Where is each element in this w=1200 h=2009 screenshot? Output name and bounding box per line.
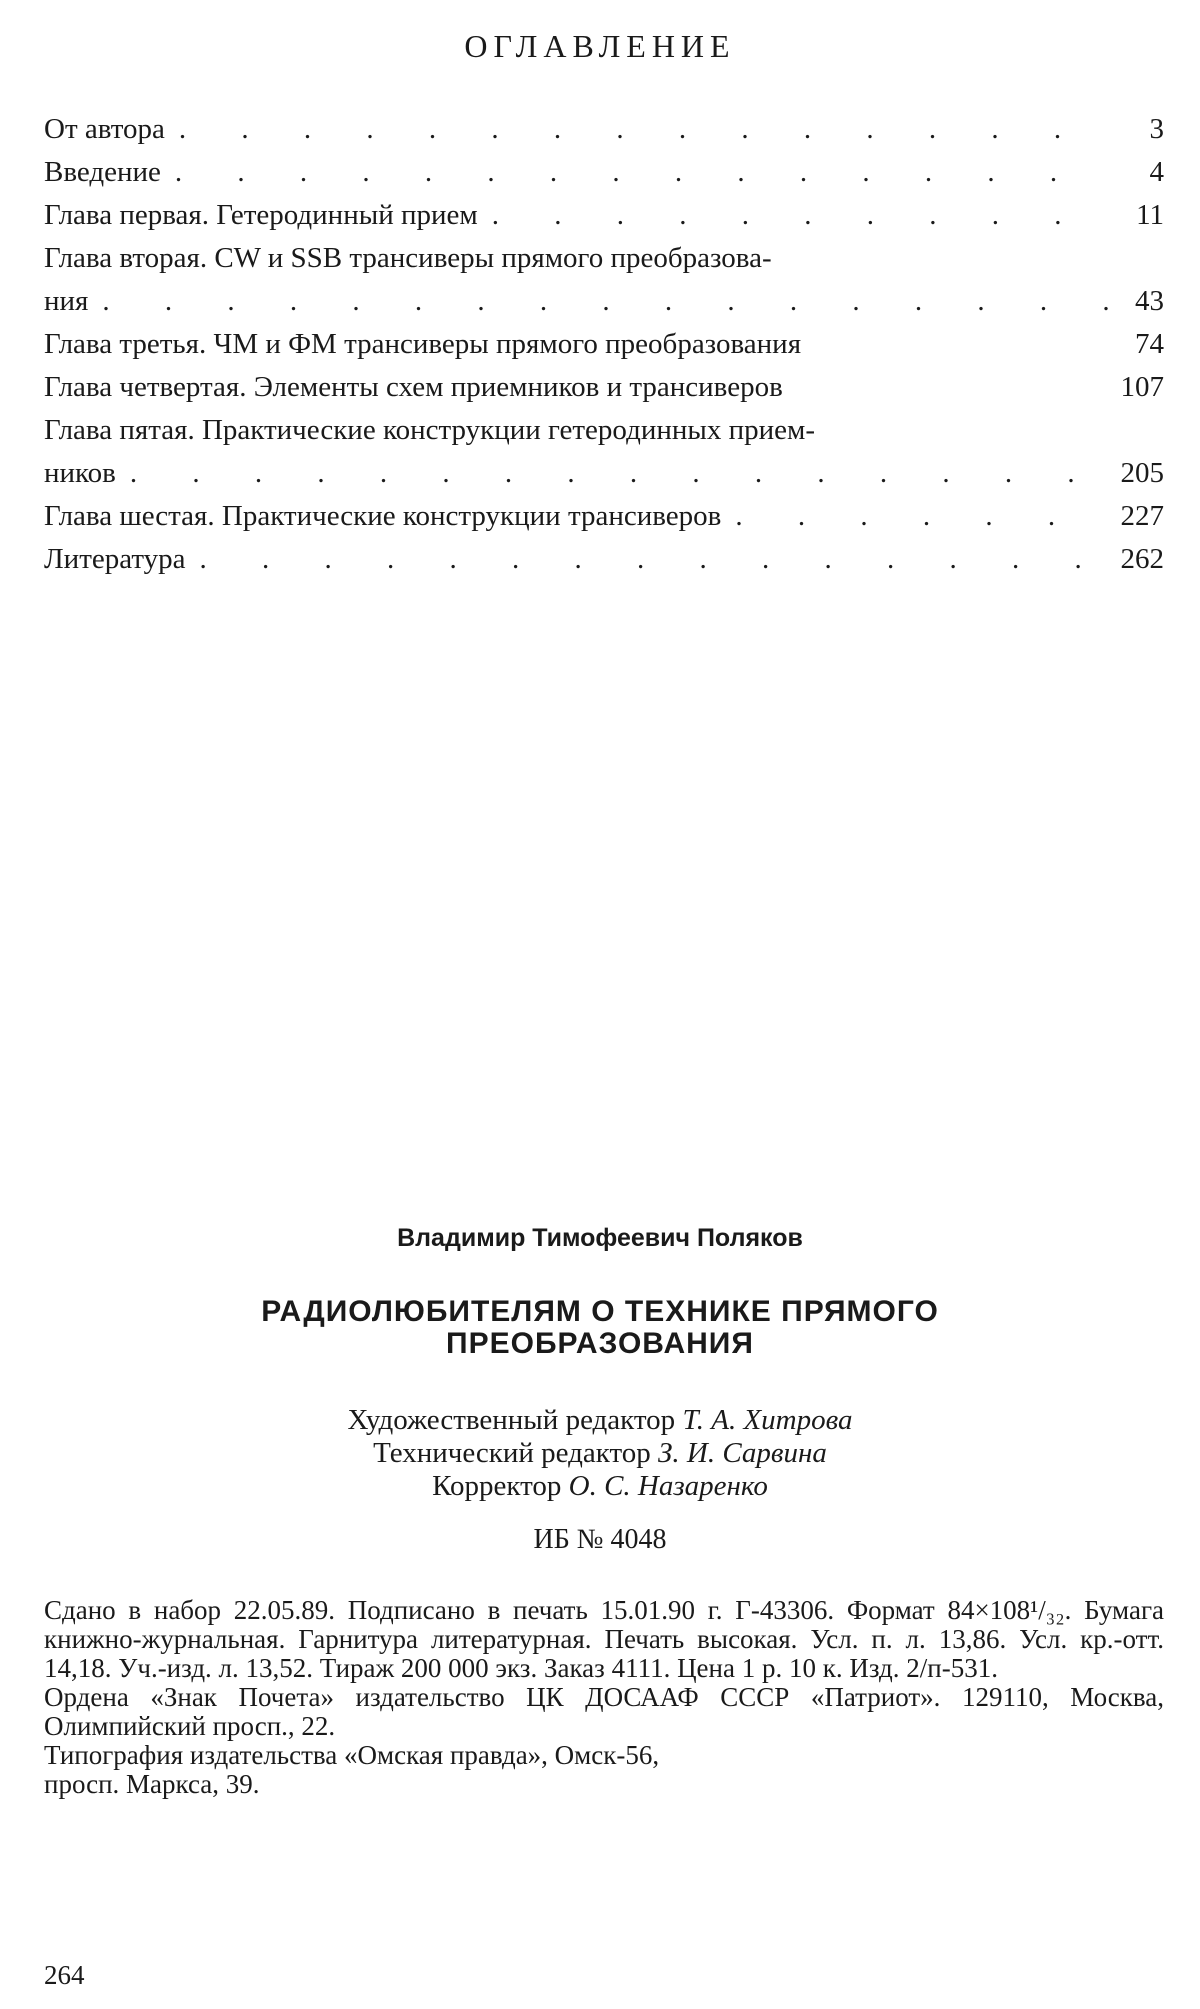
- toc-dot-leader: [175, 151, 1110, 194]
- toc-entry-title: От автора: [44, 113, 165, 145]
- toc-entry[interactable]: [44, 194, 1164, 237]
- toc-entry-page: 262: [1120, 543, 1164, 575]
- imprint-paragraph: Ордена «Знак Почета» издательство ЦК ДОСААФ СССР «Патриот». 129110, Москва, Олимпийский просп., 22.: [44, 1682, 1164, 1741]
- toc-entry-page: 43: [1135, 285, 1164, 317]
- toc-entry[interactable]: [44, 108, 1164, 151]
- toc-dot-leader: [179, 108, 1110, 151]
- toc-entry-title: Глава шестая. Практические конструкции трансиверов: [44, 500, 722, 532]
- credit-line: [0, 1470, 1200, 1503]
- toc-entry-title: Глава вторая. CW и SSB трансиверы прямого преобразова-: [44, 242, 772, 274]
- credit-role: Корректор: [432, 1470, 562, 1502]
- toc-dot-leader: [130, 452, 1107, 495]
- book-title: [0, 1296, 1200, 1360]
- imprint-paragraph: Типография издательства «Омская правда», Омск-56,: [44, 1740, 660, 1770]
- toc-entry[interactable]: [44, 237, 1164, 323]
- toc-entry-page: 3: [1149, 113, 1164, 145]
- toc-entry-page: 205: [1120, 457, 1164, 489]
- page-number: 264: [44, 1960, 85, 1990]
- toc-dot-leader: [200, 538, 1107, 581]
- toc-dot-leader: [492, 194, 1110, 237]
- book-title-line: РАДИОЛЮБИТЕЛЯМ О ТЕХНИКЕ ПРЯМОГО: [261, 1295, 939, 1328]
- author-name: Владимир Тимофеевич Поляков: [397, 1224, 803, 1252]
- credit-person: З. И. Сарвина: [658, 1437, 827, 1469]
- toc-entry-title: Введение: [44, 156, 161, 188]
- ib-number: ИБ № 4048: [533, 1524, 667, 1555]
- toc-entry[interactable]: [44, 151, 1164, 194]
- toc-heading: ОГЛАВЛЕНИЕ: [464, 28, 736, 64]
- toc-entry-title: Глава пятая. Практические конструкции гетеродинных прием-: [44, 414, 816, 446]
- imprint-paragraph: Сдано в набор 22.05.89. Подписано в печать 15.01.90 г. Г-43306. Формат 84×108¹/₃₂. Бумага книжно-журнальная. Гарнитура литературная. Печать высокая. Усл. п. л. 13,86. Усл. кр.-отт. 14,18. Уч.-изд. л. 13,52. Тираж 200 000 экз. Заказ 4111. Цена 1 р. 10 к. Изд. 2/п-531.: [44, 1595, 1164, 1683]
- imprint-paragraph: просп. Маркса, 39.: [44, 1769, 260, 1799]
- toc-entry-page: 107: [1120, 371, 1164, 403]
- toc-entry-title: Глава третья. ЧМ и ФМ трансиверы прямого преобразования: [44, 328, 802, 360]
- toc-entry[interactable]: [44, 409, 1164, 495]
- toc-entry-page: 4: [1149, 156, 1164, 188]
- toc-entry-title: Глава первая. Гетеродинный прием: [44, 199, 478, 231]
- credit-role: Художественный редактор: [347, 1404, 676, 1436]
- toc-dot-leader: [102, 280, 1110, 323]
- credit-line: [0, 1437, 1200, 1470]
- book-title-line: ПРЕОБРАЗОВАНИЯ: [446, 1327, 754, 1360]
- credits: [0, 1404, 1200, 1503]
- toc-entry[interactable]: [44, 538, 1164, 581]
- credit-role: Технический редактор: [373, 1437, 651, 1469]
- toc-entry[interactable]: [44, 323, 1164, 366]
- toc-entry-page: 11: [1136, 199, 1164, 231]
- toc-entry[interactable]: [44, 495, 1164, 538]
- toc-entry-page: 227: [1120, 500, 1164, 532]
- imprint-block: [44, 1596, 1164, 1799]
- toc-entry-page: 74: [1135, 328, 1164, 360]
- toc-entry-title-continuation: ников: [44, 457, 116, 489]
- toc-entry-title: Литература: [44, 543, 186, 575]
- toc-entry-title-continuation: ния: [44, 285, 89, 317]
- toc-dot-leader: [735, 495, 1106, 538]
- toc-entry-title: Глава четвертая. Элементы схем приемников и трансиверов: [44, 371, 783, 403]
- credit-person: Т. А. Хитрова: [682, 1404, 853, 1436]
- credit-person: О. С. Назаренко: [568, 1470, 768, 1502]
- credit-line: [0, 1404, 1200, 1437]
- table-of-contents: [44, 108, 1164, 581]
- toc-entry[interactable]: [44, 366, 1164, 409]
